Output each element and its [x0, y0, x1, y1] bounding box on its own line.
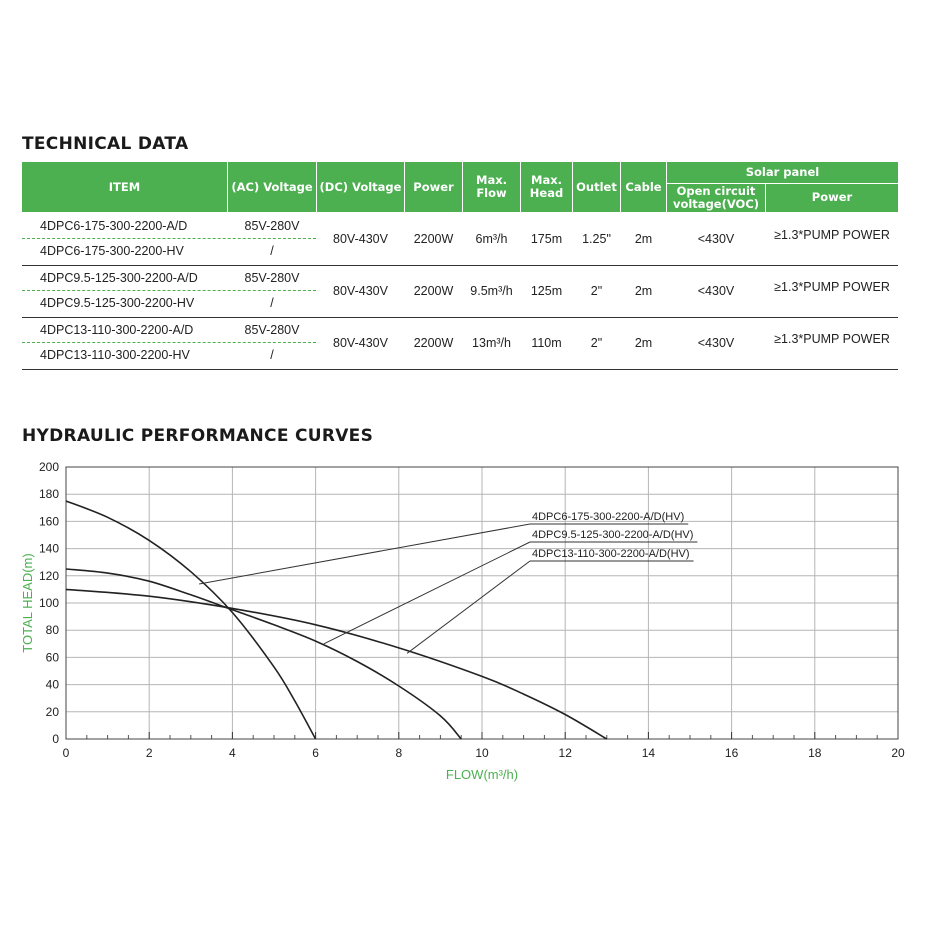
chart-ticks: [39, 460, 905, 760]
y-tick-label: 20: [45, 704, 59, 719]
x-axis-title: FLOW(m³/h): [445, 767, 519, 782]
header-solar-power: Power: [766, 183, 898, 212]
performance-curves-chart: [0, 455, 927, 795]
y-tick-label: 160: [38, 514, 59, 529]
x-tick-label: 18: [808, 746, 822, 760]
pump-curve-1: [66, 501, 316, 739]
row1-outlet: 1.25": [582, 232, 611, 246]
header-dc-voltage: (DC) Voltage: [317, 162, 404, 212]
curve-label-1: 4DPC6-175-300-2200-A/D(HV): [532, 511, 685, 523]
y-tick-label: 200: [38, 460, 59, 474]
row1-ac-hv: /: [270, 244, 274, 258]
x-tick-label: 20: [891, 746, 905, 760]
row3-dc: 80V-430V: [333, 336, 388, 350]
row3-power: 2200W: [413, 336, 454, 350]
row2-max-flow: 9.5m³/h: [470, 284, 513, 298]
row2-divider: [22, 290, 316, 291]
row3-voc: <430V: [697, 336, 735, 350]
row3-solar-power: ≥1.3*PUMP POWER: [774, 332, 890, 346]
curves-title: HYDRAULIC PERFORMANCE CURVES: [22, 426, 374, 446]
row3-model-hv: 4DPC13-110-300-2200-HV: [40, 348, 190, 362]
x-tick-label: 0: [62, 746, 70, 760]
header-outlet: Outlet: [573, 162, 620, 212]
curve-leader-line: [199, 524, 530, 584]
pump-curve-3: [66, 589, 607, 739]
row1-cable: 2m: [634, 232, 653, 246]
x-tick-label: 8: [395, 746, 403, 760]
header-solar-panel: Solar panel: [667, 162, 898, 183]
row3-outlet: 2": [590, 336, 603, 350]
x-tick-label: 6: [312, 746, 319, 760]
row1-solar-power: ≥1.3*PUMP POWER: [774, 228, 890, 242]
row2-dc: 80V-430V: [333, 284, 388, 298]
row1-model-ad: 4DPC6-175-300-2200-A/D: [40, 219, 188, 233]
x-tick-label: 14: [641, 746, 656, 760]
row2-model-hv: 4DPC9.5-125-300-2200-HV: [40, 296, 195, 310]
header-power: Power: [405, 162, 462, 212]
row3-divider: [22, 342, 316, 343]
chart-grid: [66, 467, 898, 739]
technical-data-title: TECHNICAL DATA: [22, 134, 189, 154]
row1-voc: <430V: [697, 232, 735, 246]
row1-max-flow: 6m³/h: [475, 232, 508, 246]
row2-power: 2200W: [413, 284, 454, 298]
header-max-head: Max. Head: [521, 162, 572, 212]
row3-max-flow: 13m³/h: [472, 336, 511, 350]
row3-cable: 2m: [634, 336, 653, 350]
row3-bottom-line: [22, 369, 898, 370]
technical-data-table: [22, 162, 898, 370]
chart-curve-labels: [199, 511, 697, 653]
x-tick-label: 10: [475, 746, 489, 760]
row1-max-head: 175m: [530, 232, 563, 246]
row2-model-ad: 4DPC9.5-125-300-2200-A/D: [40, 271, 198, 285]
curve-leader-line: [324, 542, 530, 644]
x-tick-label: 4: [229, 746, 236, 760]
y-tick-label: 180: [38, 487, 59, 502]
row2-cable: 2m: [634, 284, 653, 298]
x-tick-label: 12: [558, 746, 572, 760]
y-tick-label: 40: [45, 677, 59, 692]
header-cable: Cable: [621, 162, 666, 212]
row2-outlet: 2": [590, 284, 603, 298]
row3-ac-ad: 85V-280V: [244, 323, 300, 337]
header-open-circuit-voltage: Open circuit voltage(VOC): [667, 183, 765, 212]
x-tick-label: 16: [724, 746, 739, 760]
row2-max-head: 125m: [530, 284, 563, 298]
header-max-flow: Max. Flow: [463, 162, 520, 212]
chart-curves: [66, 501, 607, 739]
row3-ac-hv: /: [270, 348, 274, 362]
row1-ac-ad: 85V-280V: [244, 219, 300, 233]
y-tick-label: 0: [52, 732, 59, 746]
row2-ac-ad: 85V-280V: [244, 271, 300, 285]
row3-max-head: 110m: [531, 336, 562, 350]
y-axis-title: TOTAL HEAD(m): [20, 553, 35, 653]
y-tick-label: 80: [45, 623, 59, 638]
curve-leader-line: [407, 561, 530, 653]
y-tick-label: 100: [38, 596, 59, 610]
x-tick-label: 2: [145, 746, 153, 760]
row1-divider: [22, 238, 316, 239]
y-tick-label: 120: [38, 568, 59, 583]
row1-dc: 80V-430V: [333, 232, 388, 246]
header-item: ITEM: [22, 162, 227, 212]
row1-power: 2200W: [413, 232, 454, 246]
row1-model-hv: 4DPC6-175-300-2200-HV: [40, 244, 184, 258]
curve-label-2: 4DPC9.5-125-300-2200-A/D(HV): [532, 529, 694, 541]
row2-voc: <430V: [697, 284, 735, 298]
y-tick-label: 60: [45, 650, 59, 665]
y-tick-label: 140: [38, 541, 59, 556]
header-divider: [667, 183, 898, 184]
row2-ac-hv: /: [270, 296, 274, 310]
row3-model-ad: 4DPC13-110-300-2200-A/D: [40, 323, 194, 337]
header-ac-voltage: (AC) Voltage: [228, 162, 316, 212]
curve-label-3: 4DPC13-110-300-2200-A/D(HV): [532, 548, 690, 560]
row2-solar-power: ≥1.3*PUMP POWER: [774, 280, 890, 294]
